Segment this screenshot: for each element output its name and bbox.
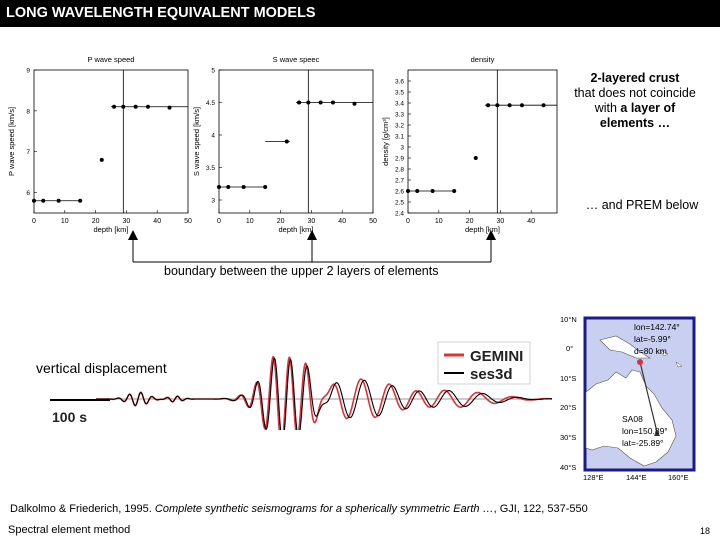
y-tick-label: 4.5: [205, 100, 215, 107]
crust-note-line2: that does not coincide: [574, 86, 696, 100]
profile-charts: [0, 48, 560, 243]
data-point: [78, 199, 82, 203]
lat-tick: 30°S: [560, 433, 577, 442]
crust-note: [560, 71, 710, 131]
lon-tick: 144°E: [626, 473, 647, 482]
citation-title: Complete synthetic seismograms for a spherically symmetric Earth …: [154, 503, 494, 515]
crust-note-line4: elements …: [599, 116, 671, 130]
crust-note-line3-bold: a layer of: [620, 101, 676, 115]
chart-title: density: [470, 55, 495, 64]
y-tick-label: 6: [26, 190, 30, 198]
data-point: [242, 185, 246, 189]
p-wave-chart: [7, 55, 192, 234]
data-point: [431, 189, 435, 193]
footer-text: Spectral element method: [8, 524, 131, 536]
data-point: [306, 101, 310, 105]
legend-ses3d: ses3d: [470, 366, 513, 383]
x-tick-label: 30: [307, 218, 316, 225]
data-point: [542, 103, 546, 107]
data-point: [263, 185, 267, 189]
x-tick-label: 0: [32, 218, 36, 225]
y-tick-label: 3: [211, 197, 215, 205]
y-tick-label: 8: [26, 108, 30, 116]
y-tick-label: 3.1: [394, 133, 404, 141]
crust-note-line3-pre: with: [594, 101, 621, 115]
y-tick-label: 2.8: [394, 166, 404, 174]
data-point: [452, 189, 456, 193]
y-tick-label: 3.4: [394, 100, 404, 108]
x-axis-label: depth [km]: [464, 225, 501, 234]
s-wave-chart: [192, 55, 377, 234]
plot-frame: [34, 70, 188, 213]
lat-tick: 20°S: [560, 403, 577, 412]
source-lat: lat=-5.99°: [634, 334, 671, 344]
y-axis-label: density [g/cm³]: [381, 117, 390, 166]
data-point: [134, 105, 138, 109]
legend-gemini: GEMINI: [470, 348, 524, 365]
data-point: [112, 105, 116, 109]
y-tick-label: 3.3: [394, 111, 404, 119]
data-point: [32, 199, 36, 203]
lat-tick: 10°S: [560, 374, 577, 383]
y-tick-label: 4: [211, 132, 215, 140]
data-point: [57, 199, 61, 203]
data-point: [41, 199, 45, 203]
station-lon: lon=150.89°: [622, 426, 668, 436]
x-tick-label: 10: [245, 218, 254, 225]
y-tick-label: 3.2: [394, 122, 404, 130]
lon-tick: 160°E: [668, 473, 689, 482]
x-tick-label: 20: [91, 218, 100, 225]
y-tick-label: 2.7: [394, 177, 404, 185]
x-tick-label: 10: [434, 218, 443, 225]
y-tick-label: 2.9: [394, 155, 404, 163]
y-tick-label: 9: [26, 67, 30, 75]
data-point: [297, 101, 301, 105]
data-point: [520, 103, 524, 107]
time-scale-bar: [50, 400, 110, 425]
x-tick-label: 10: [60, 218, 69, 225]
data-point: [353, 102, 357, 106]
boundary-bracket: [120, 226, 510, 266]
plot-frame: [219, 70, 373, 213]
map-lon-ticks: [583, 473, 689, 482]
map-lat-ticks: [560, 315, 577, 472]
y-tick-label: 2.6: [394, 188, 404, 196]
data-point: [319, 101, 323, 105]
plot-frame: [408, 70, 557, 213]
prem-note: … and PREM below: [585, 198, 699, 212]
chart-title: S wave speec: [272, 55, 320, 64]
x-axis-label: depth [km]: [278, 225, 314, 234]
source-lon: lon=142.74°: [634, 322, 680, 332]
data-point: [495, 103, 499, 107]
x-tick-label: 40: [338, 218, 347, 225]
slide-title: LONG WAVELENGTH EQUIVALENT MODELS: [6, 5, 316, 21]
y-tick-label: 5: [211, 67, 215, 75]
scale-label: 100 s: [52, 409, 88, 425]
data-point: [168, 106, 172, 110]
x-tick-label: 40: [153, 218, 162, 225]
x-tick-label: 20: [276, 218, 285, 225]
data-point: [331, 101, 335, 105]
x-tick-label: 0: [406, 218, 410, 225]
lon-tick: 128°E: [583, 473, 604, 482]
y-tick-label: 2.4: [394, 210, 404, 218]
lat-tick: 10°N: [560, 315, 577, 324]
data-point: [100, 158, 104, 162]
data-point: [285, 140, 289, 144]
seismogram-legend: [438, 342, 530, 384]
citation-rest: , GJI, 122, 537-550: [493, 503, 588, 515]
y-tick-label: 3.5: [394, 89, 404, 97]
x-tick-label: 30: [122, 218, 131, 225]
x-tick-label: 50: [369, 218, 377, 225]
lat-tick: 0°: [566, 344, 574, 353]
x-tick-label: 40: [527, 218, 536, 225]
station-label: SA08: [622, 414, 643, 424]
data-point: [508, 103, 512, 107]
title-bar: [0, 0, 720, 27]
page-number: 18: [699, 526, 710, 536]
x-tick-label: 0: [217, 218, 221, 225]
chart-title: P wave speed: [87, 55, 135, 64]
data-point: [415, 189, 419, 193]
crust-note-line3: [560, 101, 710, 116]
data-point: [486, 103, 490, 107]
data-point: [121, 105, 125, 109]
y-tick-label: 3.6: [394, 78, 404, 86]
x-tick-label: 30: [496, 218, 505, 225]
data-point: [406, 189, 410, 193]
citation-authors: Dalkolmo & Friederich, 1995.: [10, 503, 155, 515]
source-depth: d=80 km: [634, 346, 667, 356]
y-tick-label: 7: [26, 149, 30, 157]
vertical-displacement-label: vertical displacement: [36, 360, 167, 376]
lat-tick: 40°S: [560, 463, 577, 472]
x-tick-label: 50: [184, 218, 192, 225]
y-tick-label: 3: [400, 144, 404, 152]
data-point: [217, 185, 221, 189]
data-point: [474, 156, 478, 160]
boundary-label: boundary between the upper 2 layers of elements: [164, 264, 439, 278]
map: [555, 310, 715, 485]
y-tick-label: 2.5: [394, 199, 404, 207]
y-axis-label: S wave speed [km/s]: [192, 106, 201, 177]
seismogram: [44, 335, 556, 430]
x-tick-label: 20: [465, 218, 474, 225]
y-tick-label: 3.5: [205, 165, 215, 172]
y-axis-label: P wave speed [km/s]: [7, 106, 16, 177]
crust-note-line1: 2-layered crust: [590, 71, 680, 85]
station-lat: lat=-25.89°: [622, 438, 664, 448]
citation: [10, 503, 588, 515]
data-point: [146, 105, 150, 109]
x-axis-label: depth [km]: [93, 225, 129, 234]
data-point: [226, 185, 230, 189]
source-marker: [637, 359, 643, 365]
density-chart: [381, 55, 557, 234]
